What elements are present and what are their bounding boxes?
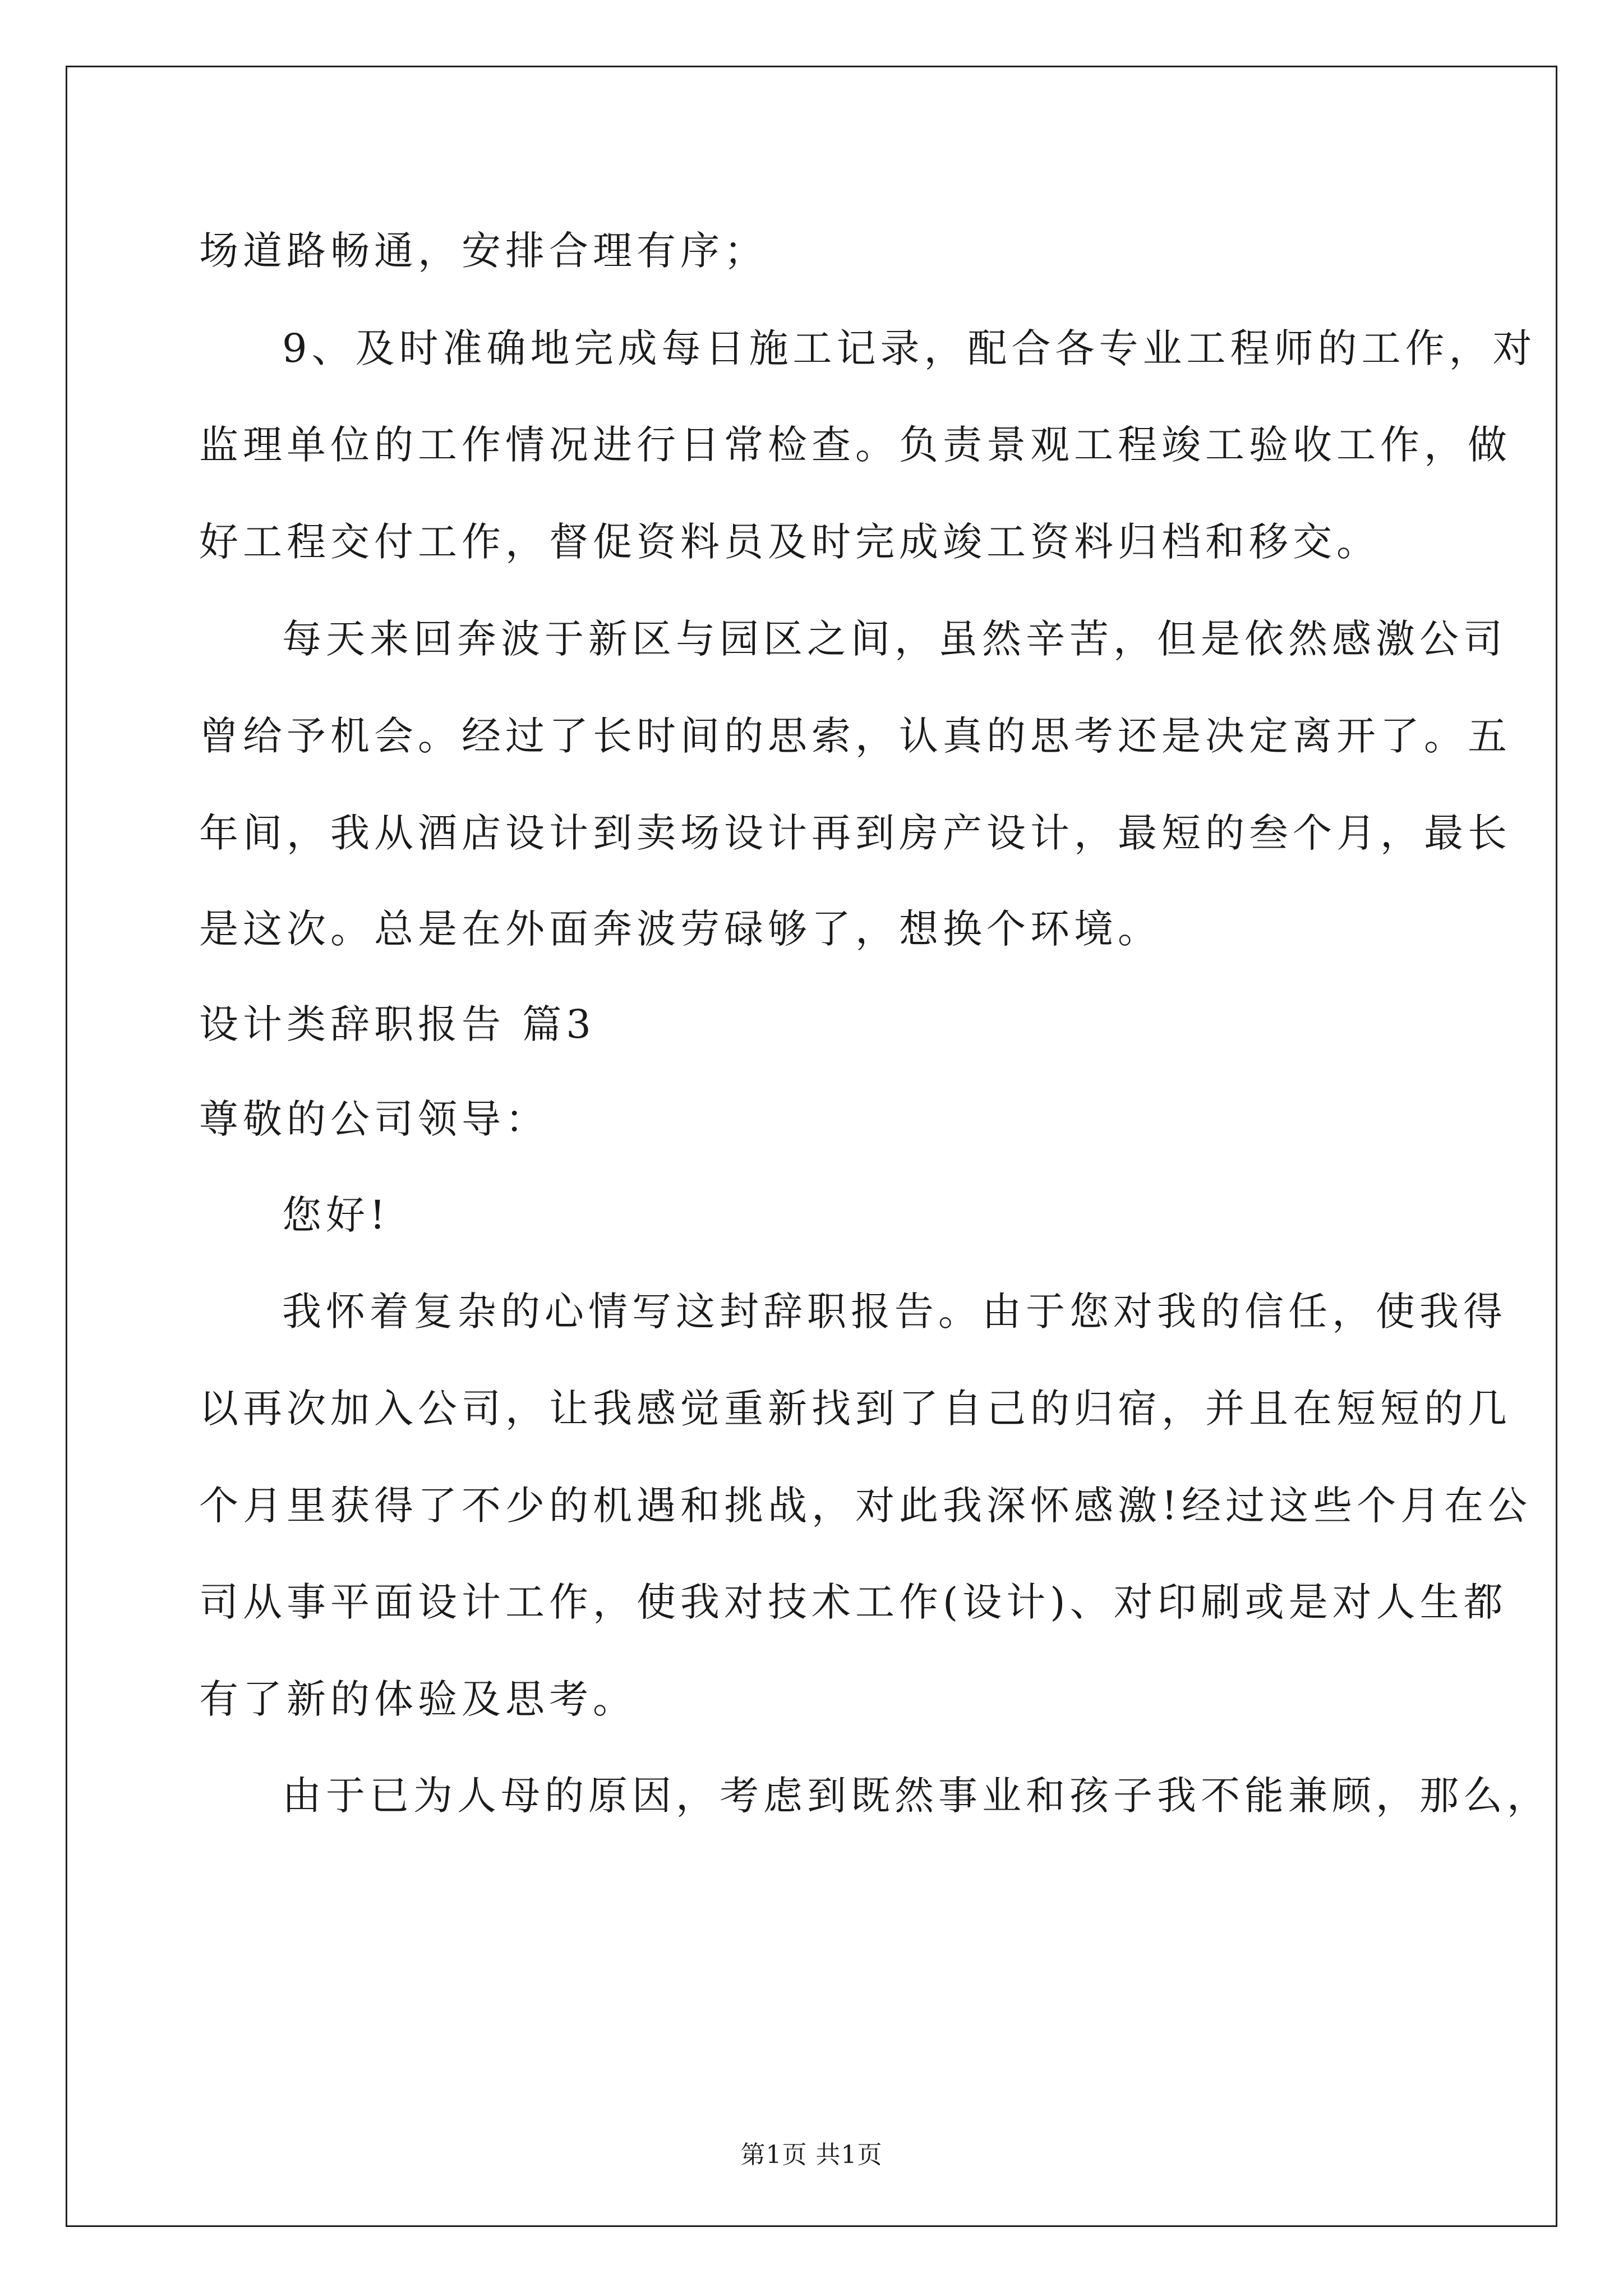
text-line: 9、及时准确地完成每日施工记录，配合各专业工程师的工作，对 xyxy=(282,325,1537,371)
text-line: 我怀着复杂的心情写这封辞职报告。由于您对我的信任，使我得 xyxy=(282,1289,1507,1335)
text-line: 每天来回奔波于新区与园区之间，虽然辛苦，但是依然感激公司 xyxy=(282,616,1507,662)
text-line: 好工程交付工作，督促资料员及时完成竣工资料归档和移交。 xyxy=(199,519,1380,565)
greeting: 您好! xyxy=(282,1192,390,1238)
page-number: 第1页 共1页 xyxy=(740,2141,883,2169)
text-line: 个月里获得了不少的机遇和挑战，对此我深怀感激!经过这些个月在公 xyxy=(199,1483,1532,1529)
section-heading: 设计类辞职报告 篇3 xyxy=(199,1001,596,1047)
text-line: 曾给予机会。经过了长时间的思索，认真的思考还是决定离开了。五 xyxy=(199,713,1511,759)
text-line: 场道路畅通，安排合理有序； xyxy=(199,228,768,274)
text-line: 监理单位的工作情况进行日常检查。负责景观工程竣工验收工作，做 xyxy=(199,422,1511,468)
text-line: 年间，我从酒店设计到卖场设计再到房产设计，最短的叁个月，最长 xyxy=(199,810,1511,856)
text-line: 由于已为人母的原因，考虑到既然事业和孩子我不能兼顾，那么， xyxy=(282,1773,1551,1819)
text-line: 以再次加入公司，让我感觉重新找到了自己的归宿，并且在短短的几 xyxy=(199,1386,1511,1432)
text-line: 有了新的体验及思考。 xyxy=(199,1676,637,1722)
text-line: 是这次。总是在外面奔波劳碌够了，想换个环境。 xyxy=(199,906,1161,952)
text-line: 司从事平面设计工作，使我对技术工作(设计)、对印刷或是对人生都 xyxy=(199,1579,1507,1625)
salutation: 尊敬的公司领导： xyxy=(199,1096,549,1142)
